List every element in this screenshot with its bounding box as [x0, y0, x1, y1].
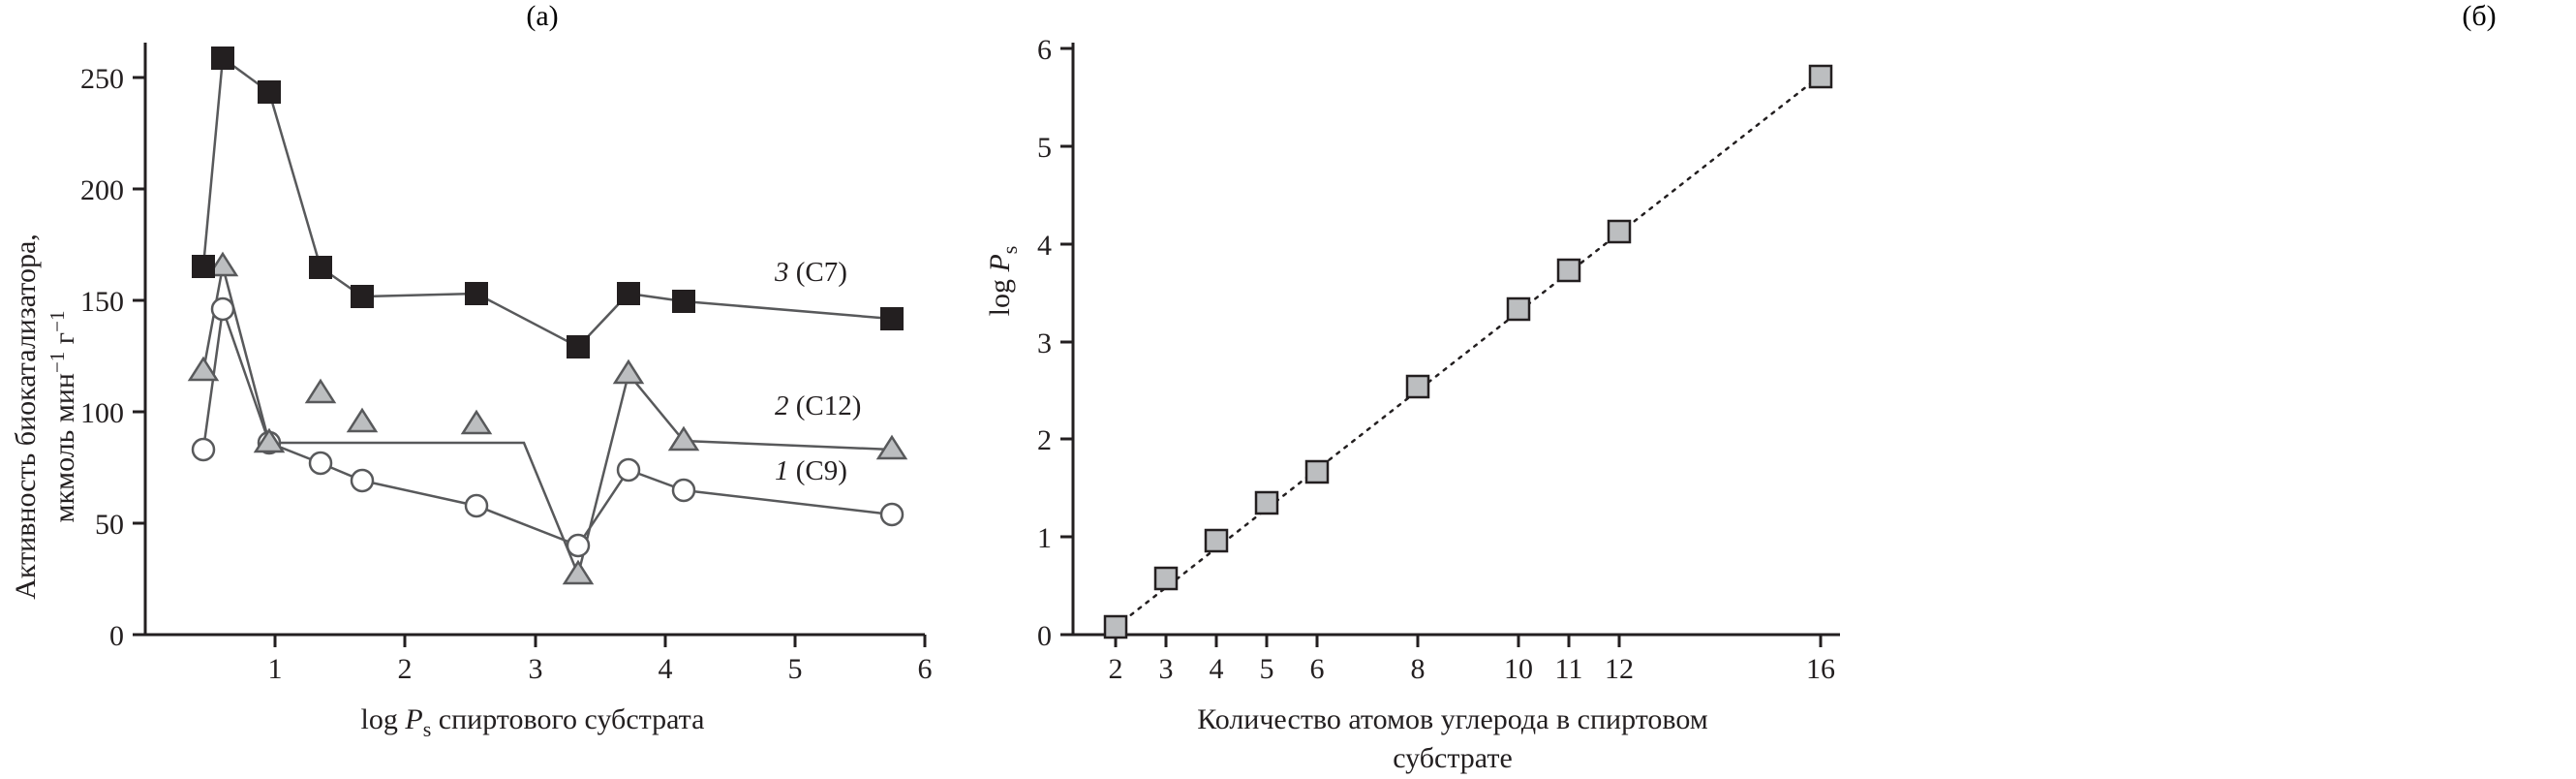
y-tick-label: 5 — [1037, 132, 1052, 164]
x-tick-label: 2 — [397, 653, 413, 685]
series-1-markers — [193, 298, 903, 556]
x-tick-label: 2 — [1108, 653, 1123, 685]
series-2-label-rest: (C12) — [788, 390, 862, 421]
x-tick-label: 3 — [528, 653, 543, 685]
y-tick-label: 50 — [95, 509, 124, 541]
x-tick-label: 11 — [1554, 653, 1583, 685]
panel-a-plot — [0, 0, 968, 779]
panel-b-plot — [968, 0, 1864, 779]
y-tick-label: 200 — [80, 174, 124, 206]
y-tick-label: 0 — [1037, 620, 1052, 652]
y-tick-label: 6 — [1037, 34, 1052, 66]
panel-a-y-axis-title — [10, 234, 80, 600]
y-tick-label: 1 — [1037, 522, 1052, 554]
x-tick-label: 4 — [1209, 653, 1224, 685]
x-tick-label: 10 — [1504, 653, 1533, 685]
panel-b-y-ticks — [1037, 34, 1073, 652]
x-tick-label: 5 — [1259, 653, 1274, 685]
panel-b — [968, 0, 2497, 779]
x-tick-label: 5 — [787, 653, 803, 685]
y-tick-label: 150 — [80, 286, 124, 318]
x-tick-label: 8 — [1410, 653, 1426, 685]
panel-a-x-ticks — [268, 635, 933, 685]
x-tick-label: 4 — [658, 653, 673, 685]
series-1-label-rest: (C9) — [788, 455, 847, 486]
panel-b-label: (б) — [2462, 0, 2497, 32]
x-tick-label: 12 — [1605, 653, 1634, 685]
panel-b-x-ticks — [1109, 635, 1836, 685]
x-tick-label: 1 — [267, 653, 283, 685]
series-1-label-num: 1 — [775, 455, 789, 486]
y-tick-label: 3 — [1037, 327, 1052, 359]
panel-b-x-axis-title-line1: Количество атомов углерода в спиртовом — [1197, 703, 1708, 735]
x-tick-label: 16 — [1806, 653, 1835, 685]
panel-a-axes — [145, 43, 925, 635]
panel-a-x-axis-title: $\log P_s$ спиртового субстрата — [360, 703, 705, 741]
x-tick-label: 6 — [917, 653, 933, 685]
series-2-label-num: 2 — [775, 390, 789, 421]
panel-b-x-axis-title-line2: субстрате — [1393, 742, 1513, 774]
y-axis-title-line2: мкмоль мин$^{-1}$ $г^{-1}$ — [46, 310, 80, 523]
panel-a-label: (а) — [526, 0, 559, 32]
panel-b-y-axis-title: $\log P_s$ — [984, 245, 1022, 317]
panel-b-axes — [1073, 43, 1840, 635]
y-title-part1: мкмоль мин — [48, 373, 80, 523]
y-tick-label: 100 — [80, 397, 124, 429]
y-tick-label: 2 — [1037, 424, 1052, 456]
series-1-line — [203, 309, 892, 545]
series-3-label-num: 3 — [775, 257, 789, 288]
x-tick-label: 6 — [1309, 653, 1325, 685]
panel-a-y-ticks — [80, 63, 145, 652]
series-3-label — [774, 257, 847, 288]
y-tick-label: 0 — [109, 620, 124, 652]
y-axis-title-line1: Активность биокатализатора, — [10, 234, 42, 600]
x-tick-label: 3 — [1158, 653, 1174, 685]
series-3-line — [203, 58, 892, 347]
y-tick-label: 4 — [1037, 230, 1052, 262]
y-tick-label: 250 — [80, 63, 124, 95]
panel-a — [0, 0, 968, 779]
series-2-label — [775, 390, 861, 421]
series-1-label — [775, 455, 847, 486]
series-3-label-rest: (C7) — [788, 257, 847, 288]
